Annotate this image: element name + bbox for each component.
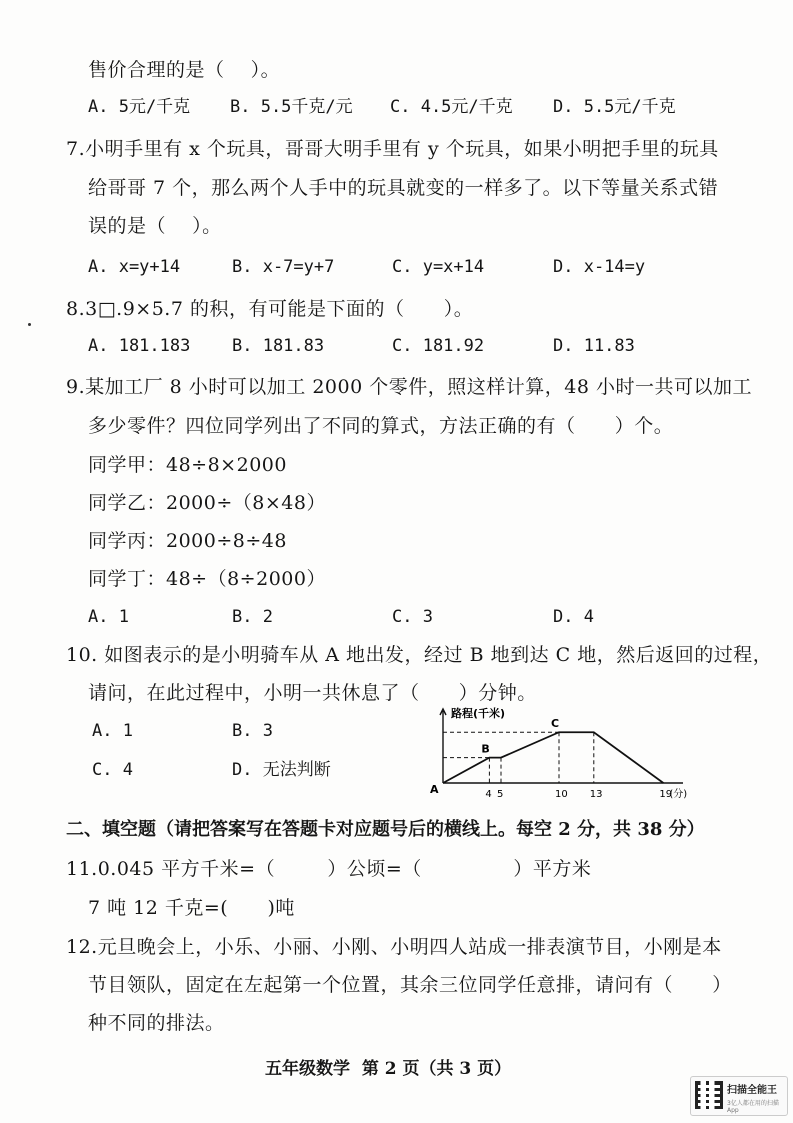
q10-line-1: 10. 如图表示的是小明骑车从 A 地出发，经过 B 地到达 C 地，然后返回的过程，: [66, 644, 773, 666]
q9-line-1: 9.某加工厂 8 小时可以加工 2000 个零件，照这样计算，48 小时一共可以加工: [66, 376, 752, 398]
q9-student-4: 同学丁：48÷（8÷2000）: [88, 568, 326, 590]
q10-option-c: C. 4: [92, 760, 133, 780]
point-label-b: B: [481, 742, 490, 756]
badge-subtitle: 3亿人都在用的扫描App: [727, 1100, 779, 1114]
q7-option-a: A. x=y+14: [88, 257, 181, 277]
q7-line-1: 7.小明手里有 x 个玩具，哥哥大明手里有 y 个玩具，如果小明把手里的玩具: [66, 138, 719, 160]
point-label-a: A: [430, 783, 439, 796]
q8-line-1: 8.3□.9×5.7 的积，有可能是下面的（ ）。: [66, 298, 474, 320]
page-footer: 五年级数学 第 2 页（共 3 页）: [265, 1059, 512, 1079]
q6-option-a: A. 5元/千克: [88, 97, 191, 117]
q9-student-2: 同学乙：2000÷（8×48）: [88, 492, 326, 514]
q9-student-3: 同学丙：2000÷8÷48: [88, 530, 287, 552]
q11-line-2: 7 吨 12 千克=( )吨: [88, 897, 295, 919]
scan-speck: [28, 323, 31, 326]
qr-code-icon: [695, 1081, 723, 1109]
x-tick-label-4: 4: [485, 789, 492, 800]
q7-line-2: 给哥哥 7 个，那么两个人手中的玩具就变的一样多了。以下等量关系式错: [88, 177, 719, 199]
series-line: [443, 732, 663, 783]
q9-option-b: B. 2: [232, 607, 273, 627]
q11-line-1: 11.0.045 平方千米=（ ）公顷=（ ）平方米: [66, 858, 592, 880]
q12-line-1: 12.元旦晚会上，小乐、小丽、小刚、小明四人站成一排表演节目，小刚是本: [66, 936, 722, 958]
q8-option-a: A. 181.183: [88, 336, 191, 356]
scanner-watermark-badge: [690, 1076, 788, 1116]
x-axis-unit: (分): [669, 789, 688, 800]
badge-title: 扫描全能王: [727, 1085, 777, 1096]
q8-option-b: B. 181.83: [232, 336, 325, 356]
q12-line-3: 种不同的排法。: [88, 1012, 225, 1034]
y-axis-label: 路程(千米): [451, 707, 506, 720]
q9-option-d: D. 4: [553, 607, 594, 627]
q10-option-b: B. 3: [232, 721, 273, 741]
q10-option-a: A. 1: [92, 721, 133, 741]
point-label-c: C: [551, 717, 560, 731]
distance-time-graph: [425, 705, 695, 805]
q7-option-d: D. x-14=y: [553, 257, 646, 277]
x-tick-label-19: 19: [659, 789, 673, 800]
q6-option-b: B. 5.5千克/元: [230, 97, 353, 117]
q12-line-2: 节目领队，固定在左起第一个位置，其余三位同学任意排，请问有（ ）: [88, 974, 732, 996]
q7-option-b: B. x-7=y+7: [232, 257, 335, 277]
q9-option-c: C. 3: [392, 607, 433, 627]
x-tick-label-5: 5: [497, 789, 504, 800]
q10-line-2: 请问，在此过程中，小明一共休息了（ ）分钟。: [88, 682, 537, 704]
q8-option-d: D. 11.83: [553, 336, 635, 356]
q6-stem-tail: 售价合理的是（ ）。: [88, 59, 281, 81]
q7-line-3: 误的是（ ）。: [88, 215, 222, 237]
q10-option-d: D. 无法判断: [232, 760, 331, 780]
q9-student-1: 同学甲：48÷8×2000: [88, 454, 287, 476]
section-2-title: 二、填空题（请把答案写在答题卡对应题号后的横线上。每空 2 分，共 38 分）: [66, 819, 705, 840]
q7-option-c: C. y=x+14: [392, 257, 485, 277]
x-tick-label-13: 13: [589, 789, 603, 800]
q8-option-c: C. 181.92: [392, 336, 485, 356]
q9-option-a: A. 1: [88, 607, 129, 627]
q6-option-c: C. 4.5元/千克: [390, 97, 513, 117]
q9-line-2: 多少零件？四位同学列出了不同的算式，方法正确的有（ ）个。: [88, 415, 674, 437]
q6-option-d: D. 5.5元/千克: [553, 97, 676, 117]
x-tick-label-10: 10: [555, 789, 568, 800]
